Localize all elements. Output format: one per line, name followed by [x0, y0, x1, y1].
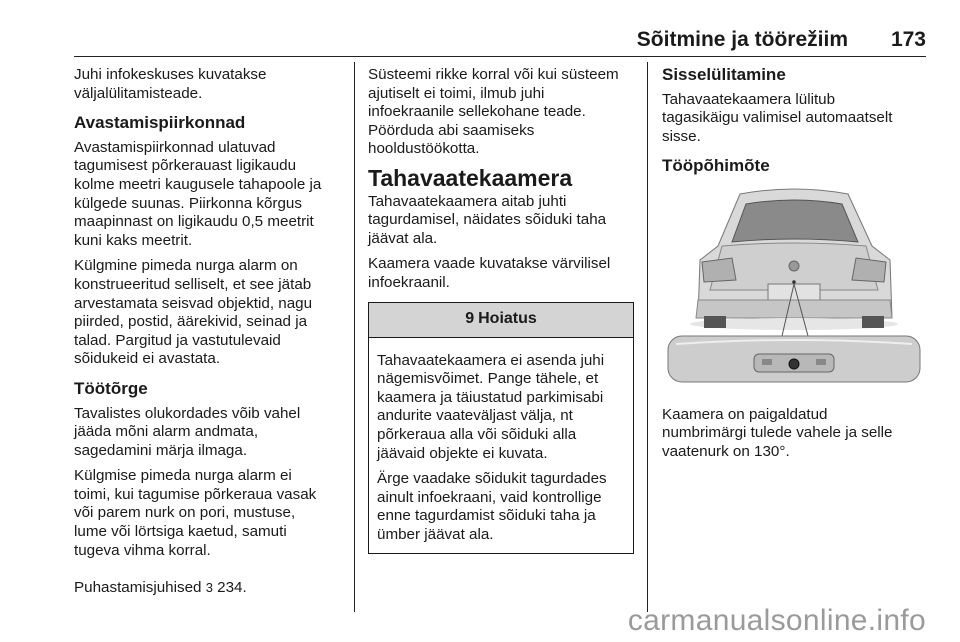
- warning-box: [368, 302, 634, 555]
- watermark: carmanualsonline.info: [627, 604, 926, 637]
- paragraph: Avastamispiirkonnad ulatuvad tagumisest põrkerauast ligikaudu kolme meetri kaugusele tahapoole ja külgede suunas. Piirkonna kõrgus maapinnast on ligikaudu 0,5 meetrit kuni kaks meetrit.: [74, 138, 322, 249]
- warning-triangle-icon: 9: [465, 310, 475, 328]
- column-right: [662, 66, 928, 468]
- column-left: [74, 66, 346, 604]
- paragraph: Kaamera on paigaldatud numbrimärgi tulede vahele ja selle vaatenurk on 130°.: [662, 405, 893, 460]
- section-title: Sõitmine ja töörežiim: [636, 28, 848, 51]
- page-reference-icon: 3: [205, 579, 213, 595]
- paragraph: Tahavaatekaamera lülitub tagasikäigu valimisel automaatselt sisse.: [662, 90, 893, 145]
- paragraph: Juhi infokeskuses kuvatakse väljalülitamisteade.: [74, 66, 267, 102]
- paragraph: Tahavaatekaamera aitab juhti tagurdamisel, näidates sõiduki taha jäävat ala.: [368, 192, 607, 247]
- cleaning-reference[interactable]: [74, 560, 346, 597]
- paragraph: Külgmine pimeda nurga alarm on konstrueeritud selliselt, et see jätab arvestamata seisvad objektid, nagu piirded, postid, äärekivid, seinad ja talad. Pargitud ja vastutulevaid sõidukeid ei avastata.: [74, 257, 313, 368]
- car-rear-camera-figure: [662, 186, 926, 392]
- warning-header: [369, 303, 633, 338]
- heading-toopohimote: Tööpõhimõte: [662, 156, 770, 176]
- heading-tahavaatekaamera: Tahavaatekaamera: [368, 164, 573, 191]
- warning-title: Hoiatus: [478, 310, 537, 328]
- column-divider: [647, 62, 648, 612]
- paragraph: Kaamera vaade kuvatakse värvilisel infoekraanil.: [368, 255, 611, 291]
- column-middle: [368, 66, 634, 554]
- paragraph: Tavalistes olukordades võib vahel jääda mõni alarm andmata, sagedamini märja ilmaga.: [74, 404, 301, 459]
- page-number: 173: [890, 28, 926, 51]
- page-header: [74, 22, 926, 57]
- warning-paragraph: Ärge vaadake sõidukit tagurdades ainult infoekraani, vaid kontrollige enne tagurdamist sõiduki taha ja ümber jäävat ala.: [377, 470, 607, 543]
- heading-avastamispiirkonnad: Avastamispiirkonnad: [74, 113, 246, 133]
- column-divider: [354, 62, 355, 612]
- reference-text: Puhastamisjuhised: [74, 578, 206, 596]
- reference-page: 234.: [212, 578, 247, 596]
- heading-tootorge: Töötõrge: [74, 378, 148, 398]
- warning-paragraph: Tahavaatekaamera ei asenda juhi nägemisvõimet. Pange tähele, et kaamera ja täiustatud parkimisabi andurite vaateväljast välja, nt põrkeraua alla või sõiduki alla jäävaid objekte ei kuvata.: [377, 351, 605, 462]
- rear-camera-illustration: [662, 186, 928, 398]
- warning-body: [369, 338, 633, 554]
- heading-sisselulitamine: Sisselülitamine: [662, 65, 786, 84]
- paragraph: Külgmise pimeda nurga alarm ei toimi, kui tagumise põrkeraua vasak või parem nurk on pori, mustuse, lume või lörtsiga kaetud, samuti tugeva vihma korral.: [74, 467, 317, 559]
- paragraph: Süsteemi rikke korral või kui süsteem ajutiselt ei toimi, ilmub juhi infoekraanile sellekohane teade. Pöörduda abi saamiseks hooldustöökotta.: [368, 66, 619, 158]
